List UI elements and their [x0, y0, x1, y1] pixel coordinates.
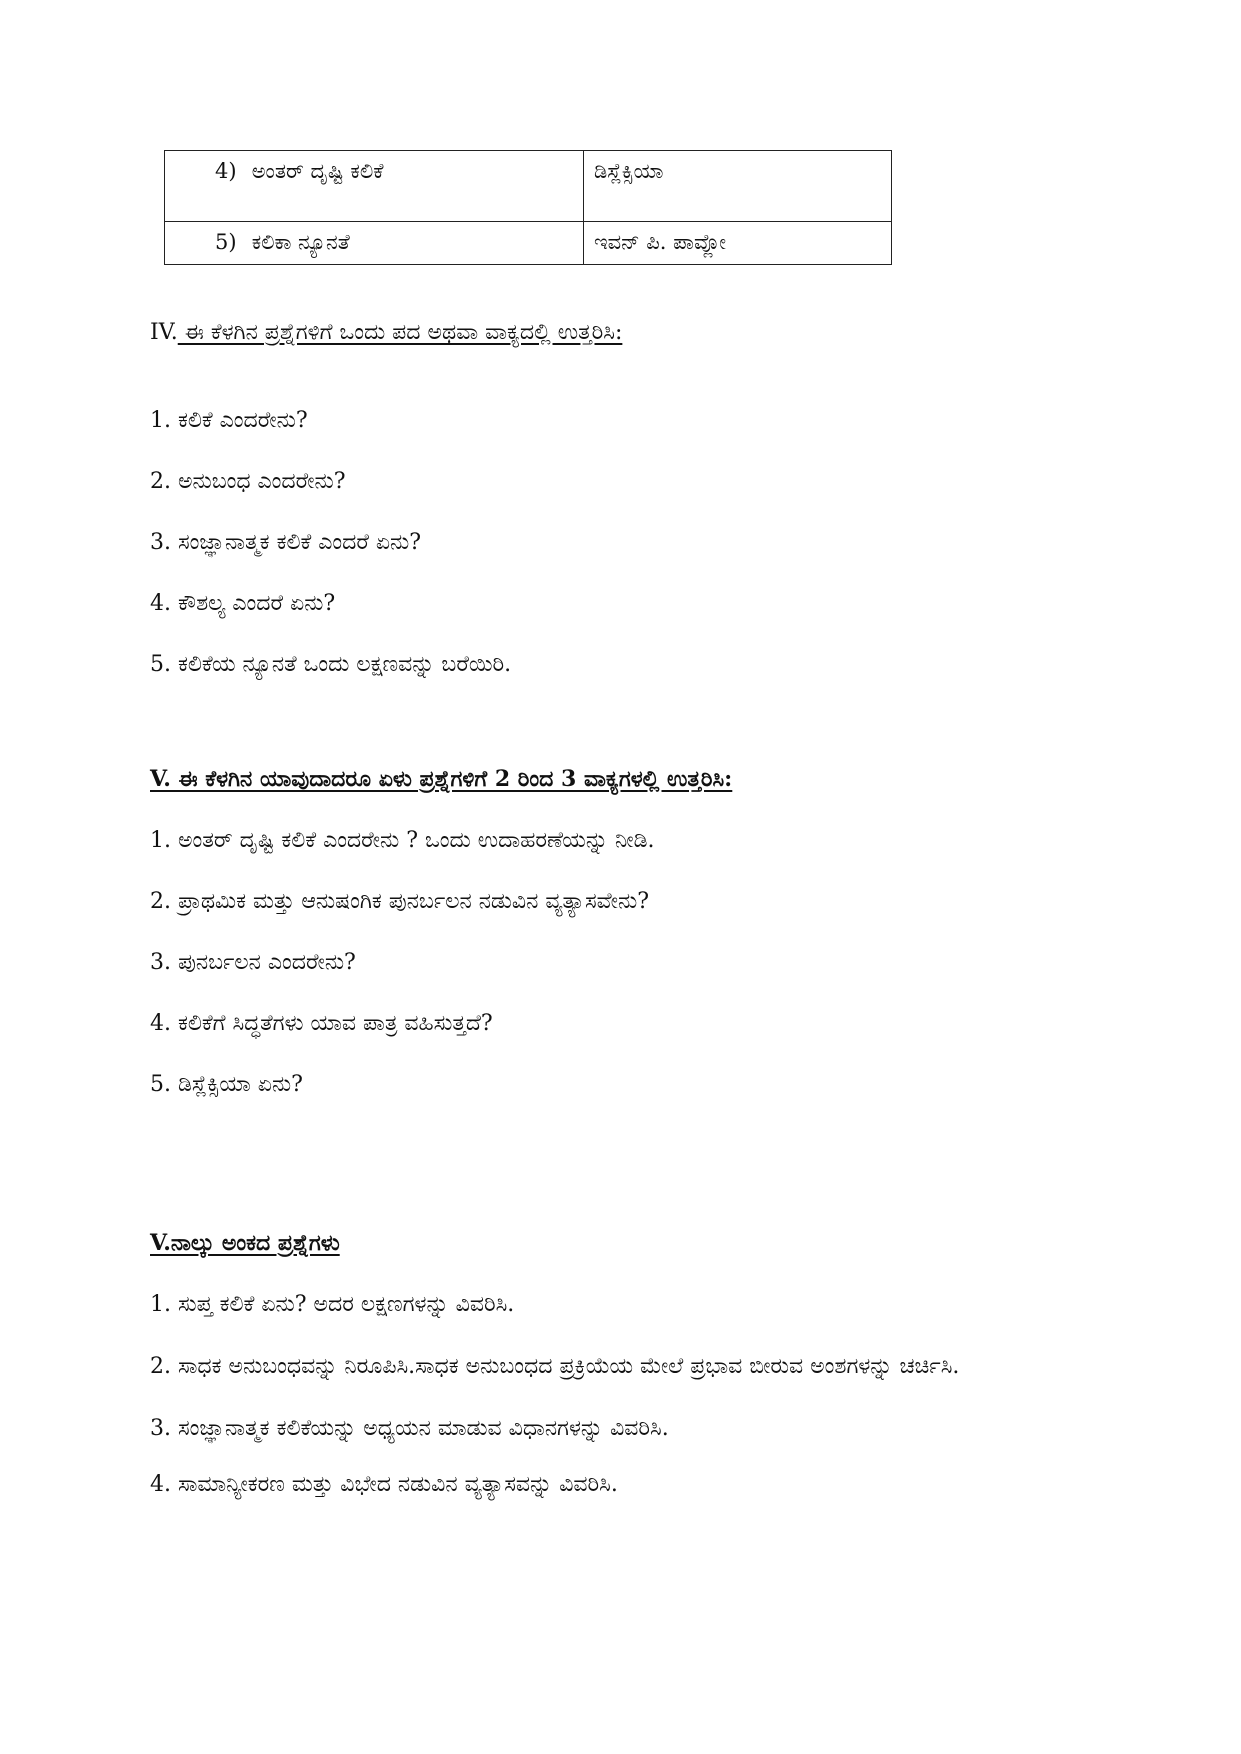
section-title: V.ನಾಲ್ಕು ಅಂಕದ ಪ್ರಶ್ನೆಗಳು [150, 1230, 340, 1256]
row-number: 4) [215, 159, 237, 183]
row-term: ಅಂತರ್ ದೃಷ್ಟಿ ಕಲಿಕೆ [251, 159, 384, 183]
section-heading [150, 1228, 1110, 1258]
question-item: 5. ಕಲಿಕೆಯ ನ್ಯೂನತೆ ಒಂದು ಲಕ್ಷಣವನ್ನು ಬರೆಯಿರಿ. [150, 652, 512, 677]
question-list [150, 826, 654, 1131]
question-item: 3. ಸಂಜ್ಞಾನಾತ್ಮಕ ಕಲಿಕೆ ಎಂದರೆ ಏನು? [150, 530, 422, 555]
question-list [150, 1290, 1110, 1526]
section-four-mark-questions [150, 1228, 1110, 1497]
question-item: 1. ಸುಪ್ತ ಕಲಿಕೆ ಏನು? ಅದರ ಲಕ್ಷಣಗಳನ್ನು ವಿವರಿಸಿ. [150, 1292, 515, 1317]
section-heading [150, 764, 1110, 794]
question-item: 1. ಕಲಿಕೆ ಎಂದರೇನು? [150, 408, 308, 433]
question-item: 4. ಸಾಮಾನ್ಯೀಕರಣ ಮತ್ತು ವಿಭೇದ ನಡುವಿನ ವ್ಯತ್ಯಾಸವನ್ನು ವಿವರಿಸಿ. [150, 1472, 618, 1497]
row-number: 5) [215, 230, 237, 254]
row-term: ಕಲಿಕಾ ನ್ಯೂನತೆ [251, 230, 350, 254]
section-two-mark-questions [150, 764, 1110, 1097]
section-one-mark-questions [150, 318, 1110, 677]
table-row [165, 222, 892, 265]
table-cell-left [165, 151, 584, 222]
question-item: 3. ಪುನರ್ಬಲನ ಎಂದರೇನು? [150, 950, 356, 975]
section-title: ಈ ಕೆಳಗಿನ ಪ್ರಶ್ನೆಗಳಿಗೆ ಒಂದು ಪದ ಅಥವಾ ವಾಕ್ಯದಲ್ಲಿ ಉತ್ತರಿಸಿ: [177, 320, 623, 345]
section-heading [150, 318, 1110, 348]
table-row [165, 151, 892, 222]
table-cell-right: ಡಿಸ್ಲೆಕ್ಸಿಯಾ [584, 151, 892, 222]
question-item: 4. ಕೌಶಲ್ಯ ಎಂದರೆ ಏನು? [150, 591, 336, 616]
question-item: 5. ಡಿಸ್ಲೆಕ್ಸಿಯಾ ಏನು? [150, 1072, 303, 1097]
table-cell-right: ಇವನ್ ಪಿ. ಪಾವ್ಲೋ [584, 222, 892, 265]
section-prefix: IV. [150, 320, 178, 345]
question-item: 4. ಕಲಿಕೆಗೆ ಸಿದ್ಧತೆಗಳು ಯಾವ ಪಾತ್ರ ವಹಿಸುತ್ತದೆ? [150, 1011, 493, 1036]
matching-table [164, 150, 892, 265]
question-item: 2. ಪ್ರಾಥಮಿಕ ಮತ್ತು ಆನುಷಂಗಿಕ ಪುನರ್ಬಲನ ನಡುವಿನ ವ್ಯತ್ಯಾಸವೇನು? [150, 889, 650, 914]
table-cell-left [165, 222, 584, 265]
question-item: 1. ಅಂತರ್ ದೃಷ್ಟಿ ಕಲಿಕೆ ಎಂದರೇನು ? ಒಂದು ಉದಾಹರಣೆಯನ್ನು ನೀಡಿ. [150, 828, 655, 853]
question-item: 3. ಸಂಜ್ಞಾನಾತ್ಮಕ ಕಲಿಕೆಯನ್ನು ಅಧ್ಯಯನ ಮಾಡುವ ವಿಧಾನಗಳನ್ನು ವಿವರಿಸಿ. [150, 1416, 669, 1441]
question-item: 2. ಅನುಬಂಧ ಎಂದರೇನು? [150, 469, 346, 494]
section-title: V. ಈ ಕೆಳಗಿನ ಯಾವುದಾದರೂ ಏಳು ಪ್ರಶ್ನೆಗಳಿಗೆ 2 ರಿಂದ 3 ವಾಕ್ಯಗಳಲ್ಲಿ ಉತ್ತರಿಸಿ: [150, 766, 733, 792]
question-item: 2. ಸಾಧಕ ಅನುಬಂಧವನ್ನು ನಿರೂಪಿಸಿ.ಸಾಧಕ ಅನುಬಂಧದ ಪ್ರಕ್ರಿಯೆಯ ಮೇಲೆ ಪ್ರಭಾವ ಬೀರುವ ಅಂಶಗಳನ್ನು ಚರ್ಚಿಸಿ. [150, 1354, 960, 1379]
question-list [150, 406, 511, 711]
